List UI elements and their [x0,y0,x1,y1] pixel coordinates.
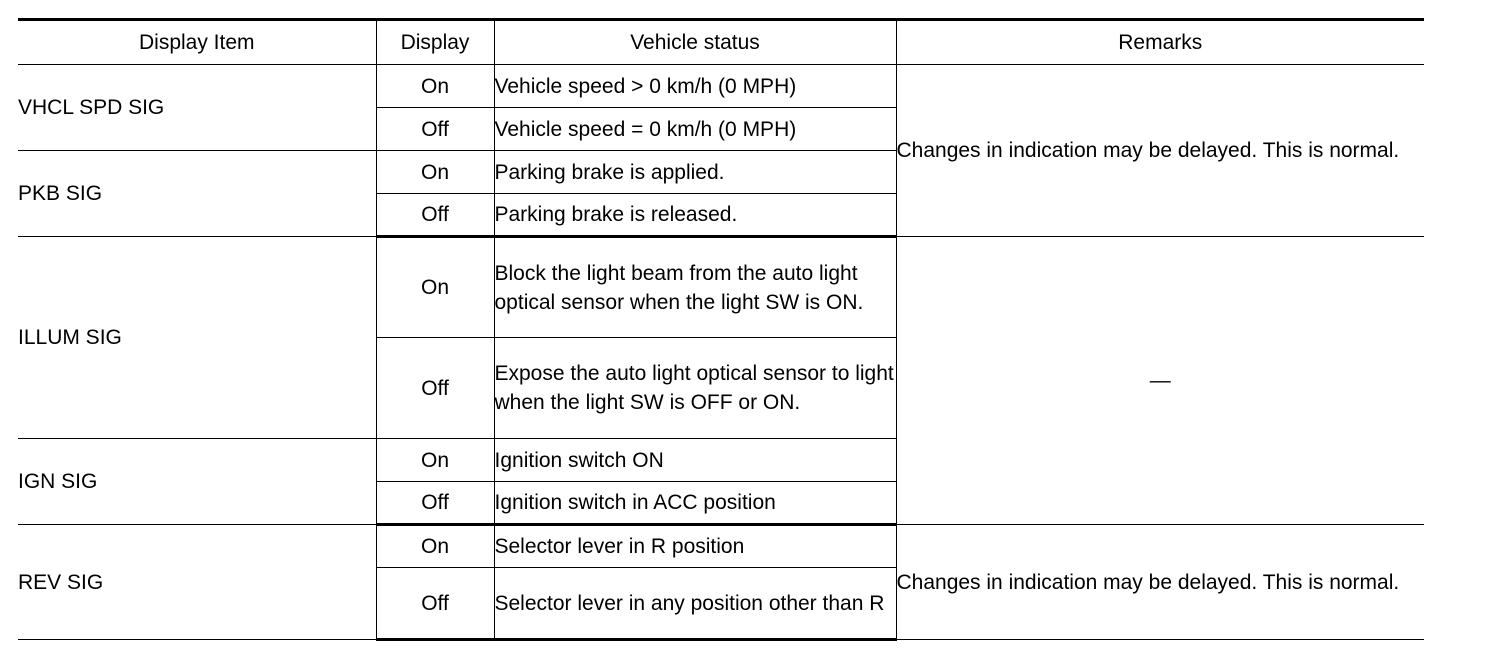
display-cell: Off [376,108,494,151]
display-cell: On [376,525,494,568]
display-cell: Off [376,482,494,525]
vehicle-status-cell: Vehicle speed = 0 km/h (0 MPH) [494,108,896,151]
vehicle-status-cell: Parking brake is released. [494,194,896,237]
display-cell: On [376,439,494,482]
header-display-item: Display Item [18,20,376,65]
table-row [18,65,1424,108]
table-row [18,237,1424,338]
display-cell: Off [376,194,494,237]
vehicle-status-cell: Vehicle speed > 0 km/h (0 MPH) [494,65,896,108]
remarks-cell: Changes in indication may be delayed. This is normal. [896,525,1424,640]
display-item-cell: REV SIG [18,525,376,640]
vehicle-status-cell: Selector lever in R position [494,525,896,568]
display-item-cell: PKB SIG [18,151,376,237]
header-row [18,20,1424,65]
vehicle-status-cell: Block the light beam from the auto light optical sensor when the light SW is ON. [494,237,896,338]
vehicle-status-cell: Parking brake is applied. [494,151,896,194]
vehicle-status-cell: Expose the auto light optical sensor to light when the light SW is OFF or ON. [494,338,896,439]
display-cell: Off [376,338,494,439]
table-row [18,525,1424,568]
header-display: Display [376,20,494,65]
remarks-cell: — [896,237,1424,525]
display-cell: On [376,237,494,338]
remarks-cell: Changes in indication may be delayed. This is normal. [896,65,1424,237]
display-item-cell: ILLUM SIG [18,237,376,439]
header-remarks: Remarks [896,20,1424,65]
display-cell: Off [376,568,494,640]
display-item-table [18,18,1424,641]
vehicle-status-cell: Selector lever in any position other than R [494,568,896,640]
vehicle-status-cell: Ignition switch in ACC position [494,482,896,525]
display-item-cell: VHCL SPD SIG [18,65,376,151]
display-item-cell: IGN SIG [18,439,376,525]
display-cell: On [376,151,494,194]
display-cell: On [376,65,494,108]
header-vehicle-status: Vehicle status [494,20,896,65]
vehicle-status-cell: Ignition switch ON [494,439,896,482]
